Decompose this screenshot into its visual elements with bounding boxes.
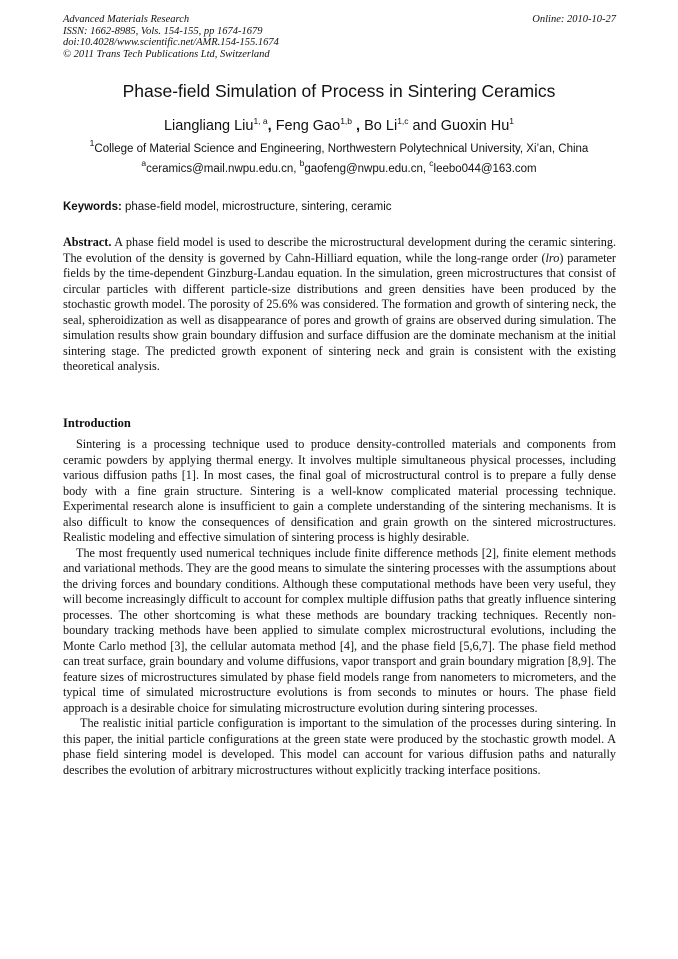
author-separator: , <box>352 118 365 134</box>
email-separator: , <box>293 163 300 175</box>
author-name: Bo Li <box>364 118 398 134</box>
email-address[interactable]: ceramics@mail.nwpu.edu.cn <box>146 163 294 175</box>
journal-name: Advanced Materials Research <box>63 14 190 25</box>
author-separator: , <box>267 118 276 134</box>
keywords <box>63 199 616 215</box>
issn-line: ISSN: 1662-8985, Vols. 154-155, pp 1674-1679 <box>63 25 263 37</box>
email-address[interactable]: gaofeng@nwpu.edu.cn <box>304 163 423 175</box>
abstract-label: Abstract. <box>63 235 112 249</box>
keywords-text: phase-field model, microstructure, sintering, ceramic <box>121 201 392 213</box>
abstract <box>63 235 616 375</box>
author-affil-mark: 1,c <box>397 116 409 126</box>
email-separator: , <box>422 163 430 175</box>
email-list <box>0 158 678 177</box>
online-date: Online: 2010-10-27 <box>532 14 616 25</box>
author-name: Guoxin Hu <box>440 118 510 134</box>
paragraph: The realistic initial particle configuration is important to the simulation of the processes during sintering. In this paper, the initial particle configurations at the green state were produced by the stochastic growth model. A phase field sintering model is developed. This model can account for various diffusion paths and naturally describes the evolution of arbitrary microstructures without explicitly tracking interface positions. <box>63 716 616 777</box>
author-affil-mark: 1,b <box>340 116 353 126</box>
section-heading-introduction: Introduction <box>63 416 131 430</box>
author-name: Feng Gao <box>275 118 341 134</box>
paper-title: Phase-field Simulation of Process in Sintering Ceramics <box>122 81 556 101</box>
email-mark: b <box>299 158 305 168</box>
author-list <box>0 116 678 136</box>
abstract-text: ) parameter fields by the time-dependent Ginzburg-Landau equation. In the simulation, green microstructures that consist of circular particles with different particle-size distributions and green densities have been produced by the stochastic growth model. The porosity of 25.6% was considered. The formation and growth of sintering neck, the seal, spheroidization as well as disappearance of pores and growth of grains are observed during simulation. The simulation results show grain boundary diffusion and surface diffusion are the dominate mechanism at the initial sintering stage. The predicted growth exponent of sintering neck and grain is consistent with the existing theoretical analysis. <box>63 250 616 373</box>
abstract-text: A phase field model is used to describe the microstructural development during the ceramic sintering. The evolution of the density is governed by Cahn-Hilliard equation, while the long-range order ( <box>63 235 616 265</box>
paragraph: Sintering is a processing technique used to produce density-controlled materials and components from ceramic powders by applying thermal energy. It involves multiple simultaneous physical processes, including various diffusion paths [1]. In most cases, the final goal of microstructural control is to prepare a fully dense body with a fine grain structure. Sintering is a well-know complicated material processing technique. Experimental research alone is insufficient to gain a complete understanding of the sintering mechanisms. It is also difficult to know the consequences of densification and grain growth on the sintered microstructures. Realistic modeling and effective simulation of sintering process is highly desirable. <box>63 437 616 544</box>
affiliation <box>0 138 678 157</box>
doi-line: doi:10.4028/www.scientific.net/AMR.154-155.1674 <box>63 37 279 48</box>
author-affil-mark: 1 <box>509 116 515 126</box>
journal-header <box>63 14 616 60</box>
affiliation-text: College of Material Science and Engineering, Northwestern Polytechnical University, Xi’an, China <box>94 143 589 155</box>
email-address[interactable]: leebo044@163.com <box>433 163 537 175</box>
affiliation-mark: 1 <box>89 138 95 148</box>
abstract-italic-term: lro <box>545 250 560 265</box>
email-mark: a <box>141 158 147 168</box>
author-affil-mark: 1, a <box>253 116 268 126</box>
keywords-label: Keywords: <box>63 201 122 213</box>
copyright-line: © 2011 Trans Tech Publications Ltd, Switzerland <box>63 48 270 60</box>
email-mark: c <box>429 158 434 168</box>
paragraph: The most frequently used numerical techniques include finite difference methods [2], finite element methods and variational methods. They are the good means to simulate the sintering processes with the assumptions about the driving forces and boundary conditions. Although these computational methods have been very useful, they will become increasingly difficult to account for complex multiple diffusion paths that greatly influence sintering processes. The other shortcoming is what these methods are boundary tracking techniques. Recently non-boundary tracking methods have been applied to simulate complex microstructural evolutions, including the Monte Carlo method [3], the cellular automata method [4], and the phase field [5,6,7]. The phase field method can treat surface, grain boundary and volume diffusions, vapor transport and grain boundary migration [8,9]. The feature sizes of microstructures simulated by phase field models range from nanometers to micrometers, and the typical time of simulated microstructure evolutions is from seconds to minutes or hours. The phase field approach is a desirable choice for simulating microstructure evolution during sintering processes. <box>63 545 616 715</box>
author-separator: and <box>408 118 441 134</box>
author-name: Liangliang Liu <box>163 118 254 134</box>
introduction-body <box>63 437 616 778</box>
